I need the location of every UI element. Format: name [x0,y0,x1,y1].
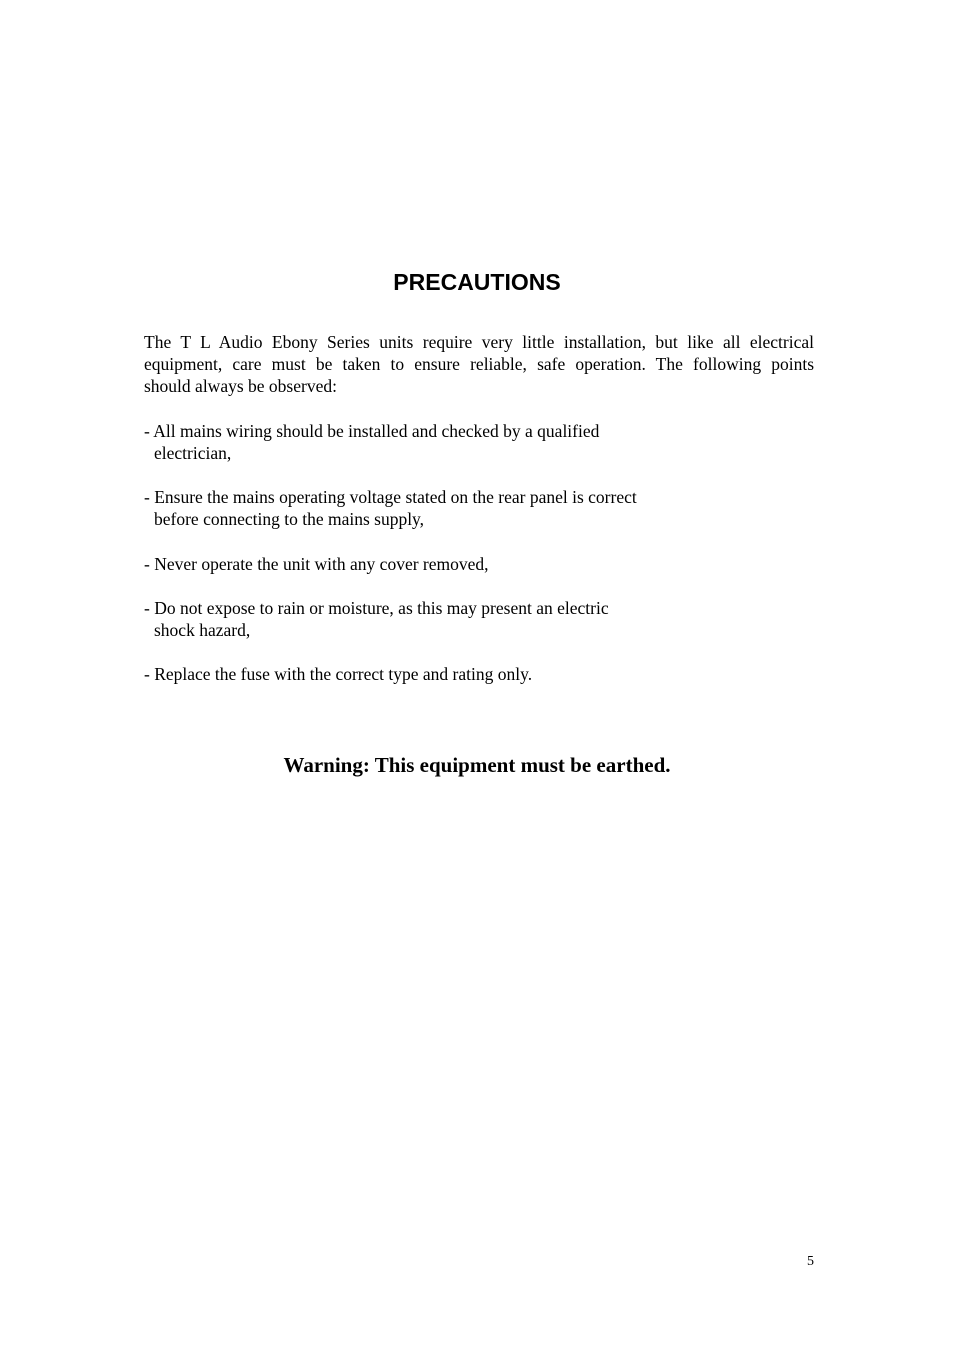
intro-paragraph [144,331,814,397]
precaution-item-cover [144,553,764,575]
intro-line-1: The T L Audio Ebony Series units require very little installation, but like all electrical [144,332,814,352]
page-title: PRECAUTIONS [393,269,561,295]
page-number: 5 [807,1254,814,1269]
precaution-text: - Ensure the mains operating voltage stated on the rear panel is correct [144,487,637,507]
precaution-text-continued: before connecting to the mains supply, [154,509,425,529]
intro-line-3: should always be observed: [144,376,337,396]
precaution-text: - All mains wiring should be installed and checked by a qualified [144,421,600,441]
precaution-text: - Replace the fuse with the correct type and rating only. [144,664,533,684]
precaution-item-wiring [144,420,764,464]
precaution-item-moisture [144,597,764,641]
precaution-item-fuse [144,663,764,685]
intro-line-2: equipment, care must be taken to ensure reliable, safe operation. The following points [144,354,814,374]
precaution-text-continued: shock hazard, [154,620,251,640]
precaution-text: - Never operate the unit with any cover removed, [144,554,489,574]
earthing-warning: Warning: This equipment must be earthed. [283,753,671,777]
precaution-text-continued: electrician, [154,443,232,463]
precaution-text: - Do not expose to rain or moisture, as this may present an electric [144,598,609,618]
precaution-item-voltage [144,486,764,530]
